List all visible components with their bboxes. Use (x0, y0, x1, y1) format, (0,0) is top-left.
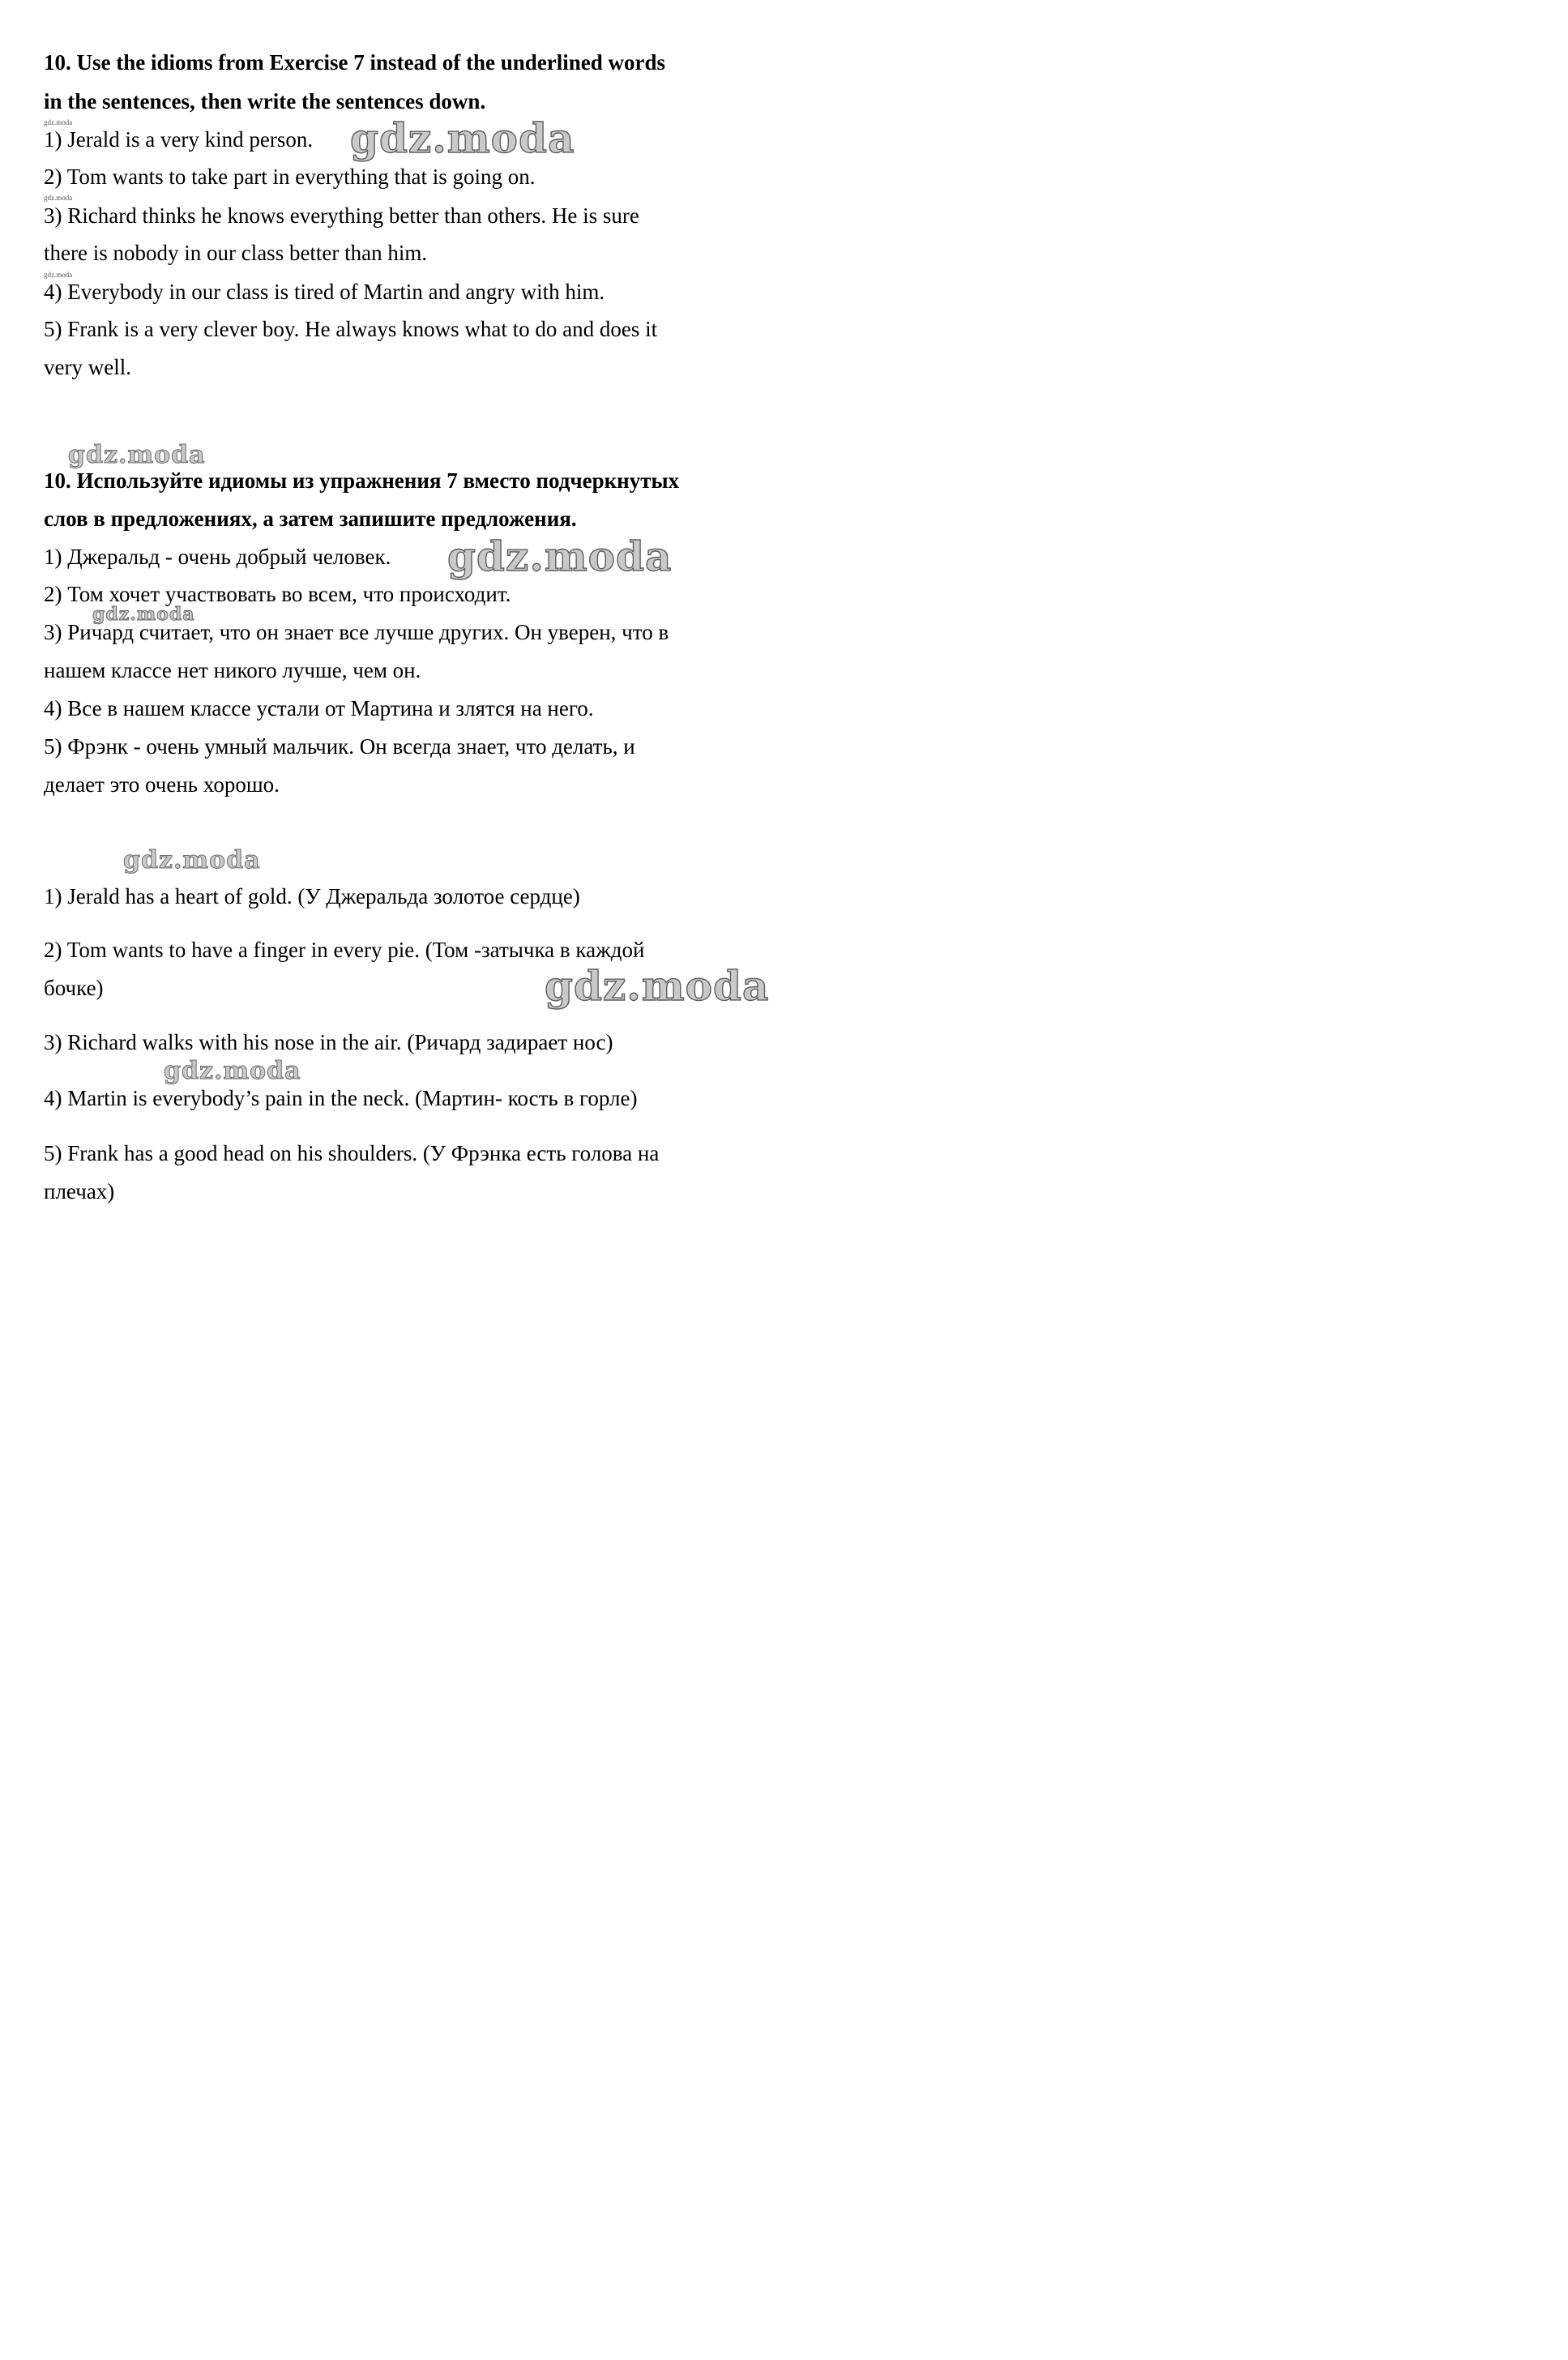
answer-5: 5) Frank has a good head on his shoulders. (У Фрэнка есть голова на (44, 1141, 660, 1165)
russian-sentence-2: 2) Том хочет участвовать во всем, что происходит. (44, 582, 511, 606)
answer-1: 1) Jerald has a heart of gold. (У Джеральда золотое сердце) (44, 884, 580, 909)
russian-sentence-5: 5) Фрэнк - очень умный мальчик. Он всегда знает, что делать, и (44, 734, 635, 759)
english-sentence-3: 3) Richard thinks he knows everything better than others. He is sure (44, 203, 639, 228)
russian-task-title-cont: слов в предложениях, а затем запишите предложения. (44, 507, 577, 531)
english-sentence-4: 4) Everybody in our class is tired of Martin and angry with him. (44, 280, 605, 304)
english-task-title-cont: in the sentences, then write the sentences down. (44, 89, 486, 113)
watermark: gdz.moda (44, 118, 73, 126)
answer-5-cont: плечах) (44, 1179, 115, 1204)
watermark: gdz.moda (447, 532, 673, 580)
russian-sentence-1: 1) Джеральд - очень добрый человек. (44, 545, 391, 569)
russian-sentence-4: 4) Все в нашем классе устали от Мартина и злятся на него. (44, 696, 594, 720)
english-sentence-5: 5) Frank is a very clever boy. He always knows what to do and does it (44, 317, 658, 341)
english-sentence-3-cont: there is nobody in our class better than him. (44, 241, 428, 265)
answer-2-cont: бочке) (44, 976, 104, 1000)
english-sentence-1: 1) Jerald is a very kind person. (44, 127, 314, 152)
watermark: gdz.moda (44, 271, 73, 279)
english-sentence-5-cont: very well. (44, 355, 131, 379)
watermark: gdz.moda (545, 962, 770, 1010)
russian-sentence-3: 3) Ричард считает, что он знает все лучше других. Он уверен, что в (44, 620, 669, 644)
watermark: gdz.moda (350, 114, 575, 162)
english-task-title: 10. Use the idioms from Exercise 7 instead of the underlined words (44, 50, 665, 75)
answer-2: 2) Tom wants to have a finger in every pie. (Том -затычка в каждой (44, 938, 645, 962)
watermark: gdz.moda (68, 441, 206, 469)
watermark: gdz.moda (92, 604, 195, 625)
answer-4: 4) Martin is everybody’s pain in the neck. (Мартин- кость в горле) (44, 1086, 638, 1110)
russian-sentence-3-cont: нашем классе нет никого лучше, чем он. (44, 658, 421, 682)
watermark: gdz.moda (164, 1057, 301, 1085)
russian-task-title: 10. Используйте идиомы из упражнения 7 вместо подчеркнутых (44, 468, 680, 493)
answer-3: 3) Richard walks with his nose in the air. (Ричард задирает нос) (44, 1030, 613, 1054)
watermark: gdz.moda (123, 846, 261, 874)
document-page (0, 0, 844, 1259)
watermark: gdz.moda (44, 194, 73, 202)
english-sentence-2: 2) Tom wants to take part in everything that is going on. (44, 165, 536, 189)
russian-sentence-5-cont: делает это очень хорошо. (44, 772, 280, 797)
